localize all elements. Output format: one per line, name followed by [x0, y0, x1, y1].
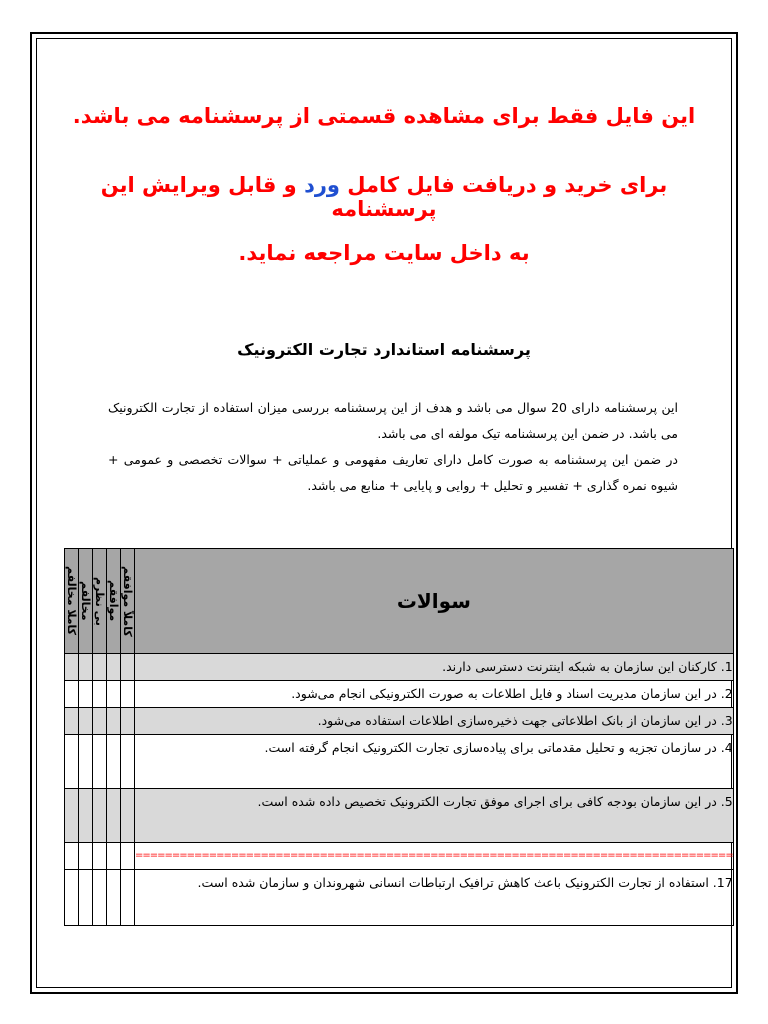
- answer-cell[interactable]: [79, 708, 93, 735]
- answer-cell[interactable]: [93, 843, 107, 870]
- table-row: [65, 735, 734, 789]
- answer-cell[interactable]: [65, 789, 79, 843]
- scale-strongly-agree: کاملاً موافقم: [121, 549, 135, 654]
- question-text: 17. استفاده از تجارت الکترونیک باعث کاهش ترافیک ارتباطات انسانی شهروندان و سازمان شده است.: [135, 870, 734, 926]
- answer-cell[interactable]: [65, 870, 79, 926]
- question-text: 3. در این سازمان از بانک اطلاعاتی جهت ذخیره‌سازی اطلاعات استفاده می‌شود.: [135, 708, 734, 735]
- answer-cell[interactable]: [65, 654, 79, 681]
- notice-line-2: [60, 173, 708, 221]
- table-row: [65, 654, 734, 681]
- answer-cell[interactable]: [93, 789, 107, 843]
- questionnaire-table: [64, 548, 734, 926]
- answer-cell[interactable]: [121, 870, 135, 926]
- answer-cell[interactable]: [121, 708, 135, 735]
- notice-line-2-start: برای خرید و دریافت فایل کامل: [347, 173, 668, 197]
- intro-paragraph-1: این پرسشنامه دارای 20 سوال می باشد و هدف از این پرسشنامه بررسی میزان استفاده از تجارت الکترونیک می باشد. در ضمن این پرسشنامه تیک مولفه ای می باشد.: [108, 400, 678, 441]
- answer-cell[interactable]: [65, 681, 79, 708]
- answer-cell[interactable]: [79, 843, 93, 870]
- scale-neutral: بی نظرم: [93, 549, 107, 654]
- notice-line-2-end: و قابل ویرایش این پرسشنامه: [100, 173, 437, 221]
- answer-cell[interactable]: [93, 870, 107, 926]
- answer-cell[interactable]: [107, 843, 121, 870]
- answer-cell[interactable]: [107, 735, 121, 789]
- notice-line-3: به داخل سایت مراجعه نماید.: [238, 241, 530, 265]
- questions-header: سوالات: [135, 549, 734, 654]
- answer-cell[interactable]: [121, 735, 135, 789]
- answer-cell[interactable]: [79, 870, 93, 926]
- answer-cell[interactable]: [121, 789, 135, 843]
- table-row-separator: [65, 843, 734, 870]
- answer-cell[interactable]: [93, 654, 107, 681]
- intro-text: [108, 395, 678, 499]
- answer-cell[interactable]: [65, 843, 79, 870]
- question-text: 4. در سازمان تجزیه و تحلیل مقدماتی برای پیاده‌سازی تجارت الکترونیک انجام گرفته است.: [135, 735, 734, 789]
- answer-cell[interactable]: [121, 681, 135, 708]
- answer-cell[interactable]: [79, 789, 93, 843]
- question-text: 1. کارکنان این سازمان به شبکه اینترنت دسترسی دارند.: [135, 654, 734, 681]
- answer-cell[interactable]: [121, 654, 135, 681]
- scale-strongly-disagree: کاملا مخالفم: [65, 549, 79, 654]
- answer-cell[interactable]: [107, 708, 121, 735]
- answer-cell[interactable]: [107, 681, 121, 708]
- answer-cell[interactable]: [107, 870, 121, 926]
- answer-cell[interactable]: [65, 735, 79, 789]
- answer-cell[interactable]: [93, 735, 107, 789]
- table-row: [65, 789, 734, 843]
- notice-line-1: این فایل فقط برای مشاهده قسمتی از پرسشنامه می باشد.: [72, 104, 696, 128]
- notice-word-link: ورد: [304, 173, 340, 197]
- table-row: [65, 870, 734, 926]
- answer-cell[interactable]: [107, 789, 121, 843]
- answer-cell[interactable]: [79, 681, 93, 708]
- answer-cell[interactable]: [93, 708, 107, 735]
- answer-cell[interactable]: [79, 735, 93, 789]
- document-title: پرسشنامه استاندارد تجارت الکترونیک: [237, 340, 531, 359]
- question-text: 5. در این سازمان بودجه کافی برای اجرای موفق تجارت الکترونیک تخصیص داده شده است.: [135, 789, 734, 843]
- table-header-row: [65, 549, 734, 654]
- table-row: [65, 681, 734, 708]
- scale-disagree: مخالفم: [79, 549, 93, 654]
- answer-cell[interactable]: [107, 654, 121, 681]
- question-text: 2. در این سازمان مدیریت اسناد و فایل اطلاعات به صورت الکترونیکی انجام می‌شود.: [135, 681, 734, 708]
- answer-cell[interactable]: [65, 708, 79, 735]
- table-row: [65, 708, 734, 735]
- answer-cell[interactable]: [93, 681, 107, 708]
- answer-cell[interactable]: [79, 654, 93, 681]
- intro-paragraph-2: در ضمن این پرسشنامه به صورت کامل دارای تعاریف مفهومی و عملیاتی + سوالات تخصصی و عمومی + شیوه نمره گذاری + تفسیر و تحلیل + روایی و پایایی + منابع می باشد.: [108, 452, 678, 493]
- separator-line: =================================================================================: [135, 843, 734, 870]
- scale-agree: موافقم: [107, 549, 121, 654]
- answer-cell[interactable]: [121, 843, 135, 870]
